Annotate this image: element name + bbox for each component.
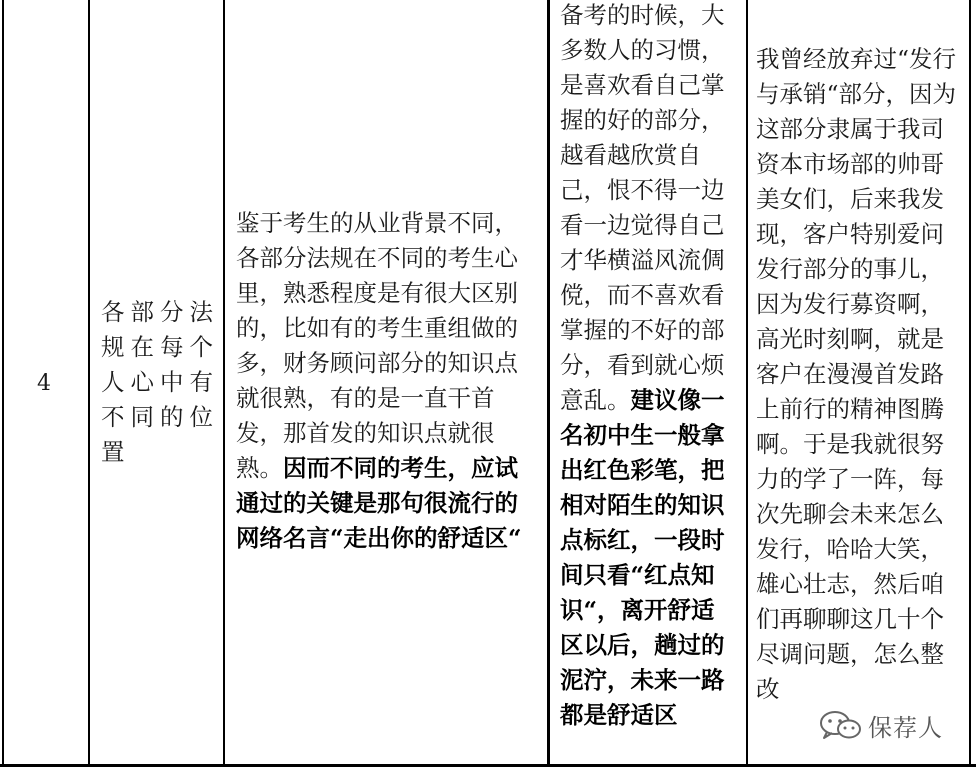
description-text: 鉴于考生的从业背景不同，各部分法规在不同的考生心里，熟悉程度是有很大区别的，比如有的考生重组做的多，财务顾问部分的知识点就很熟，有的是一直干首发，那首发的知识点就很熟。	[236, 209, 518, 482]
advice-bold-text: 建议像一名初中生一般拿出红色彩笔，把相对陌生的知识点标红，一段时间只看“红点知识“，离开舒适区以后，趟过的泥泞，未来一路都是舒适区	[560, 386, 725, 729]
experience-cell	[756, 42, 958, 707]
table-border-3	[547, 0, 550, 767]
experience-text: 我曾经放弃过“发行与承销“部分，因为这部分隶属于我司资本市场部的帅哥美女们，后来我发现，客户特别爱问发行部分的事儿，因为发行募资啊，高光时刻啊，就是客户在漫漫首发路上前行的精神图腾啊。于是我就很努力的学了一阵，每次先聊会未来怎么发行，哈哈大笑，雄心壮志，然后咱们再聊聊这几十个尽调问题，怎么整改	[756, 45, 957, 703]
table-border-2	[223, 0, 225, 767]
watermark-text: 保荐人	[868, 713, 943, 742]
table-border-right	[969, 0, 971, 767]
description-cell	[236, 206, 536, 556]
description-bold-text: 因而不同的考生，应试通过的关键是那句很流行的网络名言“走出你的舒适区“	[236, 454, 522, 552]
row-number	[0, 366, 88, 401]
topic-cell	[101, 295, 213, 470]
table-border-1	[88, 0, 90, 767]
row-number-text: 4	[37, 371, 51, 396]
table-border-4	[746, 0, 748, 767]
topic-text: 各部分法规在每个人心中有不同的位置	[101, 298, 213, 466]
watermark	[818, 708, 943, 742]
wechat-icon	[818, 709, 862, 741]
advice-cell	[560, 0, 738, 733]
advice-text: 备考的时候，大多数人的习惯，是喜欢看自己掌握的好的部分，越看越欣赏自己，恨不得一边看一边觉得自己才华横溢风流倜傥，而不喜欢看掌握的不好的部分，看到就心烦意乱。	[560, 1, 725, 414]
